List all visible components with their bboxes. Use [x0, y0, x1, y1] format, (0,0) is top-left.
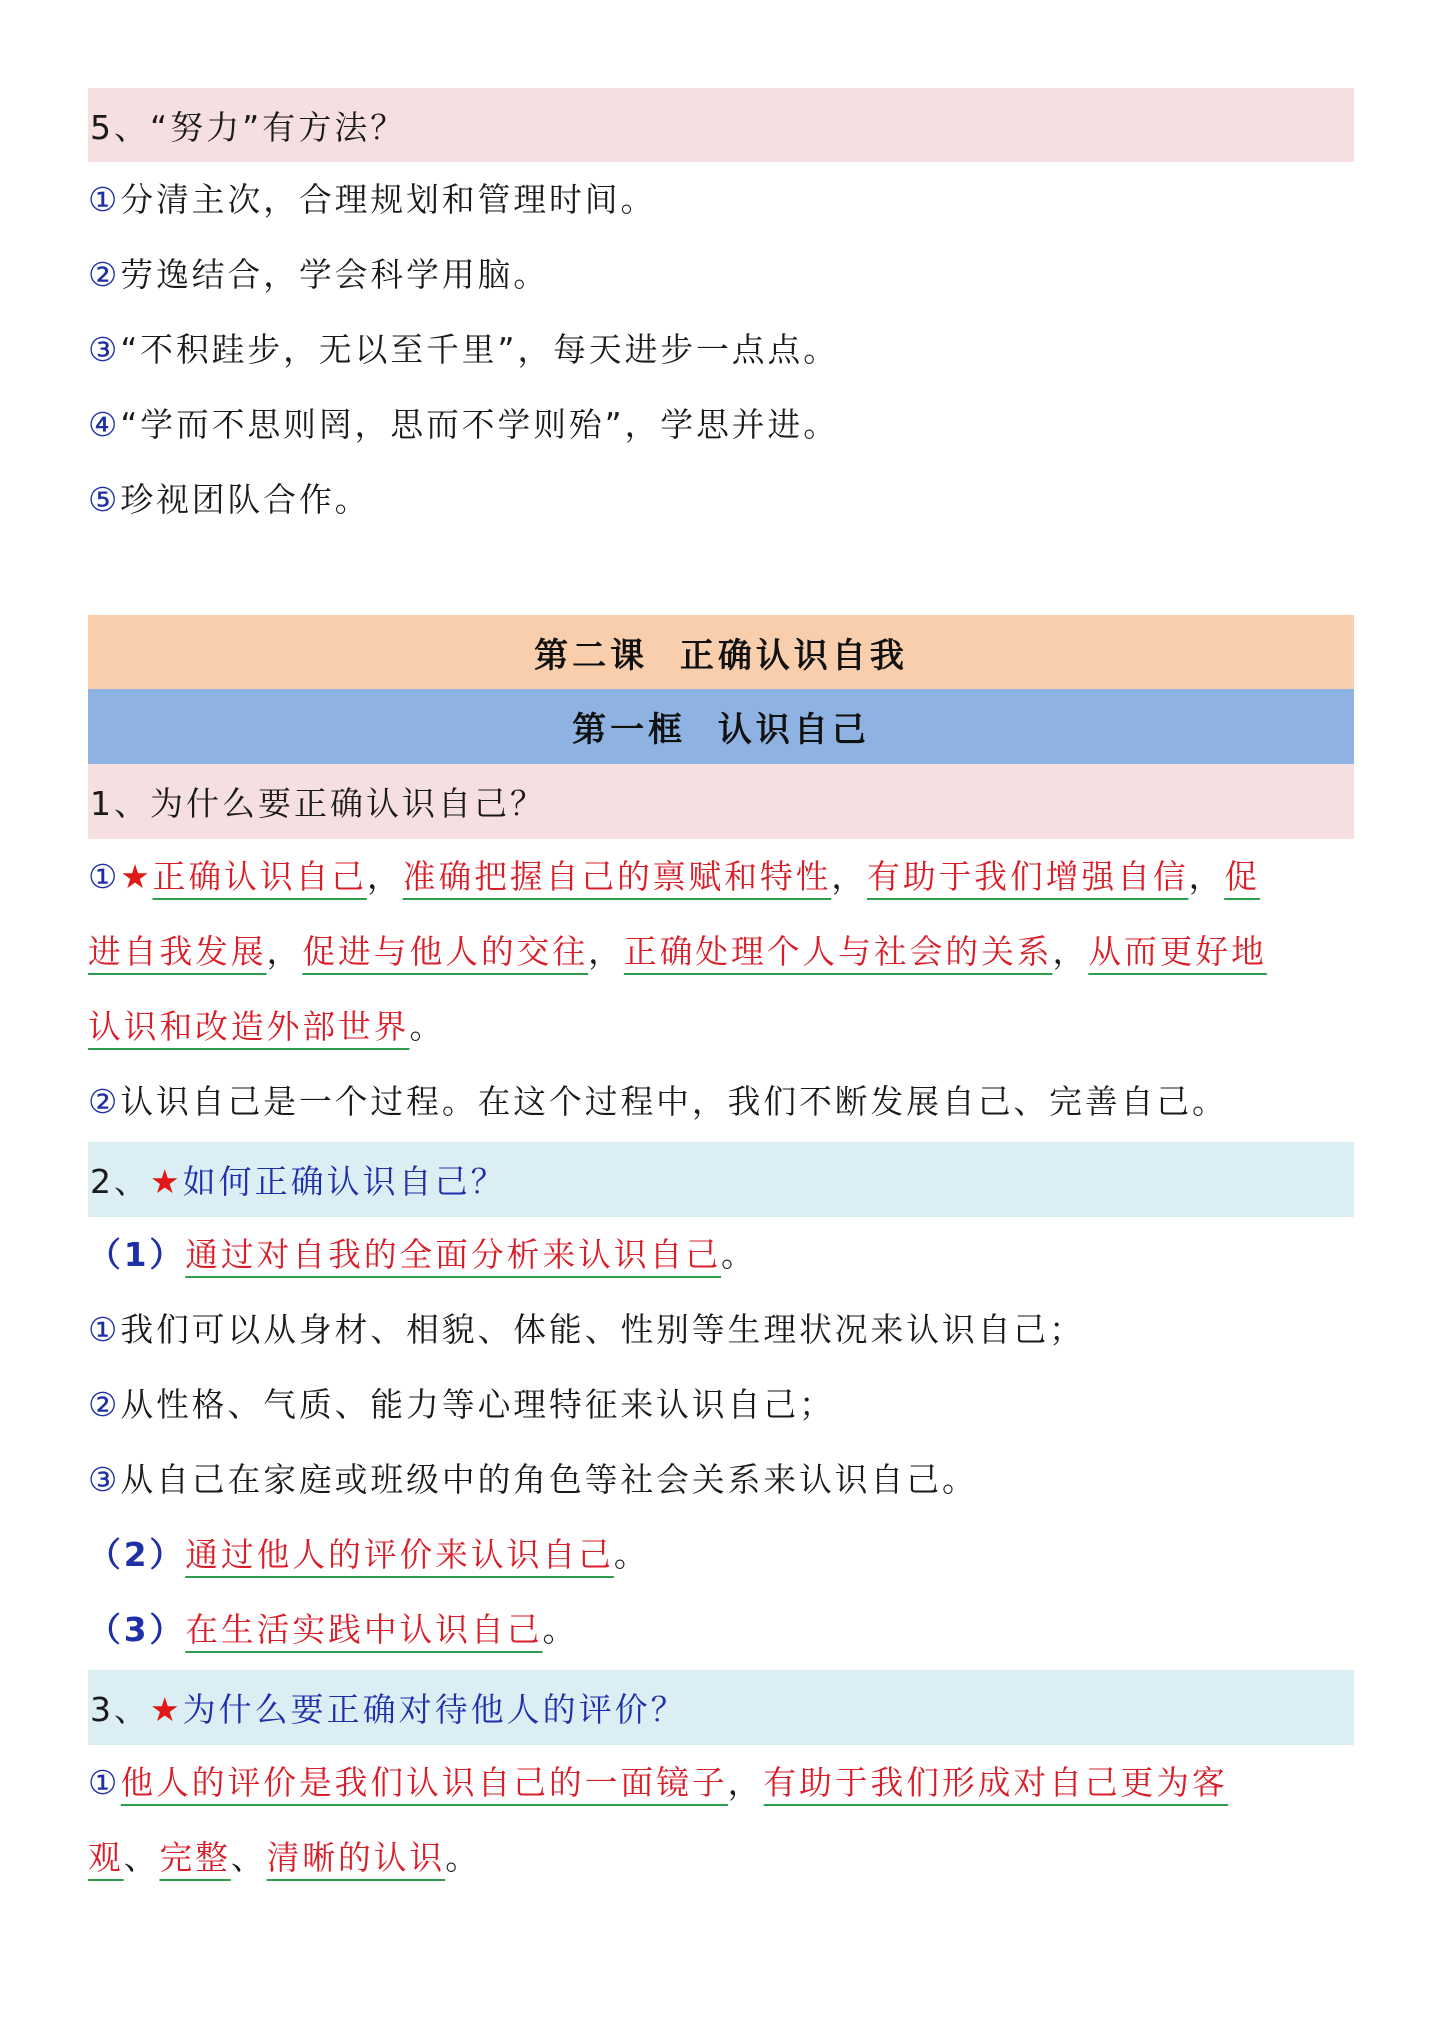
frame-title: 第一框 认识自己	[572, 710, 870, 750]
q2-sub-item-3	[88, 1460, 1378, 1500]
lesson-title: 第二课 正确认识自我	[534, 635, 908, 676]
method-item-5	[88, 480, 1378, 520]
q2-point-1	[88, 1235, 1378, 1275]
punctuation: 。	[613, 1535, 650, 1574]
q1-answer-1-line-1	[88, 857, 1378, 897]
punctuation: ，	[1188, 857, 1225, 896]
punctuation: ，	[367, 857, 403, 896]
method-item-3	[88, 330, 1378, 370]
key-phrase: 正确处理个人与社会的关系	[624, 932, 1053, 975]
q1-answer-2	[88, 1082, 1378, 1122]
question-number: 2、	[90, 1162, 150, 1201]
item-text: 从自己在家庭或班级中的角色等社会关系来认识自己。	[120, 1460, 978, 1499]
key-phrase: 准确把握自己的禀赋和特性	[403, 857, 832, 900]
key-phrase: 清晰的认识	[267, 1838, 446, 1881]
item-number: ④	[88, 405, 121, 444]
frame-title-band	[88, 689, 1354, 764]
item-text: 从性格、气质、能力等心理特征来认识自己；	[120, 1385, 835, 1424]
key-phrase: 观	[88, 1838, 124, 1881]
key-phrase: 促	[1224, 857, 1260, 900]
punctuation: 。	[445, 1838, 481, 1877]
question-1-band	[88, 764, 1354, 839]
key-phrase: 促进与他人的交往	[302, 932, 588, 975]
q1-answer-1-line-2	[88, 932, 1378, 972]
question-number: 3、	[90, 1690, 150, 1729]
lesson-title-band	[88, 615, 1354, 689]
item-number: ③	[88, 1460, 121, 1499]
q2-sub-item-2	[88, 1385, 1378, 1425]
star-icon: ★	[150, 1162, 183, 1201]
punctuation: 。	[721, 1235, 757, 1274]
punctuation: ，	[588, 932, 624, 971]
question-number: 1、	[90, 784, 150, 823]
method-item-4	[88, 405, 1378, 445]
question-text: 为什么要正确认识自己？	[150, 784, 546, 823]
key-phrase: 认识和改造外部世界	[88, 1007, 410, 1050]
item-text: 认识自己是一个过程。在这个过程中，我们不断发展自己、完善自己。	[120, 1082, 1228, 1121]
item-number: ①	[88, 180, 121, 219]
item-text: 我们可以从身材、相貌、体能、性别等生理状况来认识自己；	[120, 1310, 1085, 1349]
item-text: 分清主次，合理规划和管理时间。	[120, 180, 657, 219]
q1-answer-1-line-3	[88, 1007, 1378, 1047]
punctuation: ，	[1052, 932, 1089, 971]
question-2-band	[88, 1142, 1354, 1217]
key-phrase: 完整	[159, 1838, 230, 1881]
item-text: 珍视团队合作。	[120, 480, 371, 519]
star-icon: ★	[120, 857, 153, 896]
key-phrase: 有助于我们形成对自己更为客	[763, 1763, 1227, 1806]
question-text: 为什么要正确对待他人的评价？	[182, 1690, 687, 1729]
star-icon: ★	[150, 1690, 183, 1729]
key-phrase: 他人的评价是我们认识自己的一面镜子	[120, 1763, 727, 1806]
key-phrase: 通过对自我的全面分析来认识自己	[185, 1235, 721, 1278]
key-phrase: 进自我发展	[88, 932, 267, 975]
question-2-title	[90, 1156, 507, 1203]
key-phrase: 正确认识自己	[153, 857, 367, 900]
item-number: ②	[88, 1082, 121, 1121]
punctuation: ，	[266, 932, 303, 971]
point-number: （2）	[88, 1535, 186, 1574]
punctuation: 、	[123, 1838, 160, 1877]
q3-answer-1-line-1	[88, 1763, 1378, 1803]
punctuation: ，	[831, 857, 868, 896]
question-5-band	[88, 88, 1354, 162]
key-phrase: 有助于我们增强自信	[867, 857, 1189, 900]
q2-point-2	[88, 1535, 1378, 1575]
item-number: ②	[88, 1385, 121, 1424]
question-3-band	[88, 1670, 1354, 1745]
item-number: ⑤	[88, 480, 121, 519]
punctuation: 。	[542, 1610, 579, 1649]
item-text: “学而不思则罔，思而不学则殆”，学思并进。	[120, 405, 839, 444]
point-number: （1）	[88, 1235, 186, 1274]
item-number: ③	[88, 330, 121, 369]
question-1-title	[90, 778, 546, 825]
item-number: ①	[88, 1310, 121, 1349]
q3-answer-1-line-2	[88, 1838, 1378, 1878]
key-phrase: 在生活实践中认识自己	[185, 1610, 542, 1653]
q2-sub-item-1	[88, 1310, 1378, 1350]
q2-point-3	[88, 1610, 1378, 1650]
item-number: ②	[88, 255, 121, 294]
item-number: ①	[88, 857, 121, 896]
item-text: 劳逸结合，学会科学用脑。	[120, 255, 550, 294]
question-text: 如何正确认识自己？	[182, 1162, 507, 1201]
punctuation: ，	[727, 1763, 764, 1802]
punctuation: 。	[409, 1007, 446, 1046]
punctuation: 、	[230, 1838, 267, 1877]
item-number: ①	[88, 1763, 121, 1802]
key-phrase: 从而更好地	[1088, 932, 1267, 975]
item-text: “不积跬步，无以至千里”，每天进步一点点。	[120, 330, 839, 369]
method-item-1	[88, 180, 1378, 220]
question-3-title	[90, 1684, 687, 1731]
point-number: （3）	[88, 1610, 186, 1649]
method-item-2	[88, 255, 1378, 295]
question-5-title: 5、“努力”有方法？	[90, 107, 407, 147]
key-phrase: 通过他人的评价来认识自己	[185, 1535, 614, 1578]
